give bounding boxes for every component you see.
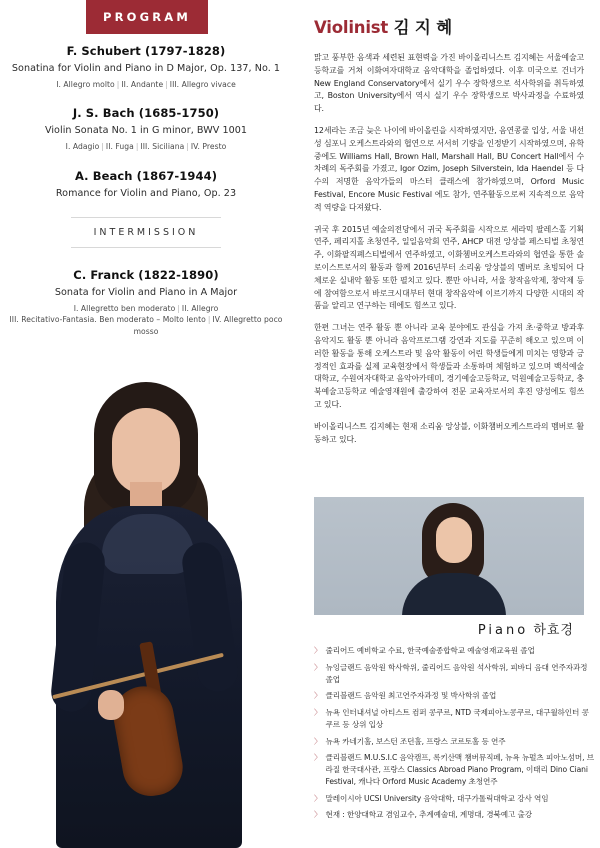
program-banner: [86, 0, 208, 34]
movement-separator: |: [135, 142, 139, 152]
face: [436, 517, 472, 563]
credential-text: 줄리어드 예비학교 수료, 한국예술종합학교 예술영재교육원 졸업: [325, 646, 535, 655]
movement: II. Andante: [121, 80, 164, 89]
program-list: [0, 44, 292, 353]
list-item: [314, 707, 594, 731]
work-composer: C. Franck (1822-1890): [73, 267, 219, 282]
credential-text: 말레이시아 UCSI University 음악대학, 대구가톨릭대학교 강사 역임: [325, 793, 549, 803]
pianist-section: [300, 497, 600, 848]
violinist-photo: [40, 374, 254, 848]
work-title: Sonatina for Violin and Piano in D Major, Op. 137, No. 1: [11, 63, 281, 74]
list-item: [314, 752, 594, 787]
program-banner-label: PROGRAM: [102, 10, 192, 24]
chevron-right-icon: 〉: [314, 810, 322, 820]
movement-separator: |: [101, 142, 104, 152]
chevron-right-icon: 〉: [314, 662, 322, 672]
movement: III. Allegro vivace: [169, 80, 236, 89]
chevron-right-icon: 〉: [314, 736, 322, 746]
work-title: Romance for Violin and Piano, Op. 23: [55, 187, 237, 199]
performer-name: 김 지 혜: [393, 18, 452, 37]
work-movements: [0, 141, 292, 152]
movement: IV. Allegretto poco mosso: [133, 315, 283, 336]
biography-text: [314, 52, 584, 446]
movement: III. Siciliana: [140, 142, 185, 152]
hand: [98, 690, 124, 720]
movement: III. Recitativo-Fantasia. Ben moderato – Molto lento: [9, 315, 206, 325]
list-item: [314, 645, 594, 657]
list-item: [314, 690, 594, 702]
role-label: Violinist: [314, 18, 389, 37]
movement-separator: |: [116, 80, 120, 89]
chevron-right-icon: 〉: [314, 793, 322, 803]
pianist-credentials: [314, 645, 594, 826]
movement: IV. Presto: [190, 142, 227, 152]
movement: I. Allegro molto: [56, 80, 115, 89]
bio-paragraph: 바이올리니스트 김지혜는 현재 소리움 앙상블, 이화챔버오케스트라의 멤버로 활동하고 있다.: [314, 421, 584, 444]
movement-separator: |: [186, 142, 189, 152]
program-work: [0, 44, 292, 90]
divider: [71, 217, 221, 218]
chevron-right-icon: 〉: [314, 708, 322, 718]
movement: II. Fuga: [105, 142, 134, 152]
credential-text: 뉴욕 인터내셔널 아티스트 컴퍼 콩쿠르, NTD 국제피아노콩쿠르, 대구월하인터 콩쿠르 등 상위 입상: [325, 708, 589, 729]
movement-separator: |: [177, 303, 180, 313]
work-composer: J. S. Bach (1685-1750): [72, 106, 220, 121]
bio-paragraph: 맑고 풍부한 음색과 세련된 표현력을 가진 바이올리니스트 김지혜는 서울예술고등학교를 거쳐 이화여자대학교 음악대학을 졸업하였다. 이후 미국으로 건너가 New England Conservatory에서 실기 우수 장학생으로 석사학위를 취득하였고, Boston University에서 역시 실기 우수 장학생으로 박사과정을 수료하였다.: [314, 53, 584, 114]
list-item: [314, 736, 594, 748]
work-movements: [0, 79, 292, 90]
work-composer: F. Schubert (1797-1828): [66, 44, 226, 58]
bio-paragraph: 한편 그녀는 연주 활동 뿐 아니라 교육 분야에도 관심을 가져 초·중학교 방과후 음악지도 활동 뿐 아니라 음악프로그램 강연과 지도를 꾸준히 해오고 있으며 이러한 활동을 통해 오케스트라 및 음악 활동이 어린 학생들에게 미치는 영향과 긍정적인 효과를 실제 교육현장에서 학생들과 소통하며 체험하고 있으며 백석예술대학교, 수원여자대학교 음악아카데미, 경기예술고등학교, 덕원예술고등학교, 충북예술고등학교 예술영재원에 출강하여 전문 교육자로서의 후진 양성에도 힘쓰고 있다.: [314, 323, 584, 409]
chevron-right-icon: 〉: [314, 691, 322, 701]
credential-text: 뉴잉글랜드 음악원 학사학위, 줄리어드 음악원 석사학위, 피바디 음대 연주자과정 졸업: [325, 662, 588, 684]
movement-separator: |: [207, 315, 211, 325]
intermission: [0, 217, 292, 248]
divider: [71, 247, 221, 248]
pianist-photo: [314, 497, 584, 615]
movement: II. Allegro: [181, 303, 219, 313]
bio-paragraph: 귀국 후 2015년 예술의전당에서 귀국 독주회를 시작으로 세라믹 팔레스홀 기획연주, 페리지홀 초청연주, 일일음악회 연주, AHCP 대전 앙상블 페스티벌 초청연주, 이화팔직폐스티벌에서 연주하였고, 이화쳄버오케스트라와의 협연을 통한 솔로이스트로서의 활동과 함께 2016년부터 소리움 앙상블의 멤버로 초빙되어 다체로운 실내악 활동 또한 펼치고 있다. 뿐만 아니라, 서울 창작음악제, 창악제 등에 참여함으로서 바로크시대부터 현대 창작음악에 이르기까지 다양한 시대의 작품을 알리고 연구하는 데에도 힘쓰고 있다.: [314, 224, 584, 311]
chevron-right-icon: 〉: [314, 753, 322, 763]
program-work: [0, 106, 292, 152]
movement: I. Adagio: [65, 142, 100, 152]
pianist-caption: [314, 619, 584, 638]
credential-text: 뉴욕 카네기홀, 보스턴 조던홀, 프랑스 코르토홀 등 연주: [325, 736, 506, 746]
pianist-name: 하효경: [533, 623, 574, 638]
credential-text: 현재 : 한양대학교 겸임교수, 추계예술대, 계명대, 경북예고 출강: [325, 810, 532, 820]
intermission-label: INTERMISSION: [93, 226, 199, 238]
movement: I. Allegretto ben moderato: [73, 303, 176, 313]
work-title: Violin Sonata No. 1 in G minor, BWV 1001: [44, 125, 248, 137]
list-item: [314, 662, 594, 686]
credential-text: 클리블랜드 M.U.S.I.C 음악캠프, 록키산맥 챔버뮤직페, 뉴욕 뉴펄츠 피아노섬머, 브라질 한국대사관, 프랑스 Classics Abroad Piano Program, 이태리 Dino Ciani Festival, 캐나다 Orford Music Academy 초청연주: [325, 753, 595, 786]
pianist-role-label: Piano: [477, 623, 529, 638]
movement-separator: |: [165, 80, 168, 89]
credential-text: 클리블랜드 음악원 최고연주자과정 및 박사학위 졸업: [325, 691, 497, 701]
bio-paragraph: 12세라는 조금 늦은 나이에 바이올린을 시작하였지만, 음연콩쿨 입상, 서울 내선성 심포니 오케스트라와의 협연으로 서서히 기량을 인정받기 시작하였으며, 유학 중에도 Williams Hall, Brown Hall, Marshall Hall, BU Concert Hall에서 수차례의 독주회를 가졌고, Igor Ozim, Joseph Silverstein, Ida Haendel 등 다수의 저명한 음악가들의 마스터 클래스에 참가하였으며, Orford Music Festival, Encore Music Festival 에도 참가, 연주활동으로써 지속적으로 음악적 역량을 다져왔다.: [314, 125, 584, 212]
program-work: [0, 268, 292, 337]
list-item: [314, 793, 594, 805]
list-item: [314, 809, 594, 821]
program-work: [0, 169, 292, 199]
work-composer: A. Beach (1867-1944): [74, 168, 218, 183]
work-movements: [0, 303, 292, 337]
work-title: Sonata for Violin and Piano in A Major: [54, 286, 238, 298]
page-title: [314, 14, 584, 38]
program-column: [0, 0, 292, 848]
chevron-right-icon: 〉: [314, 646, 322, 655]
